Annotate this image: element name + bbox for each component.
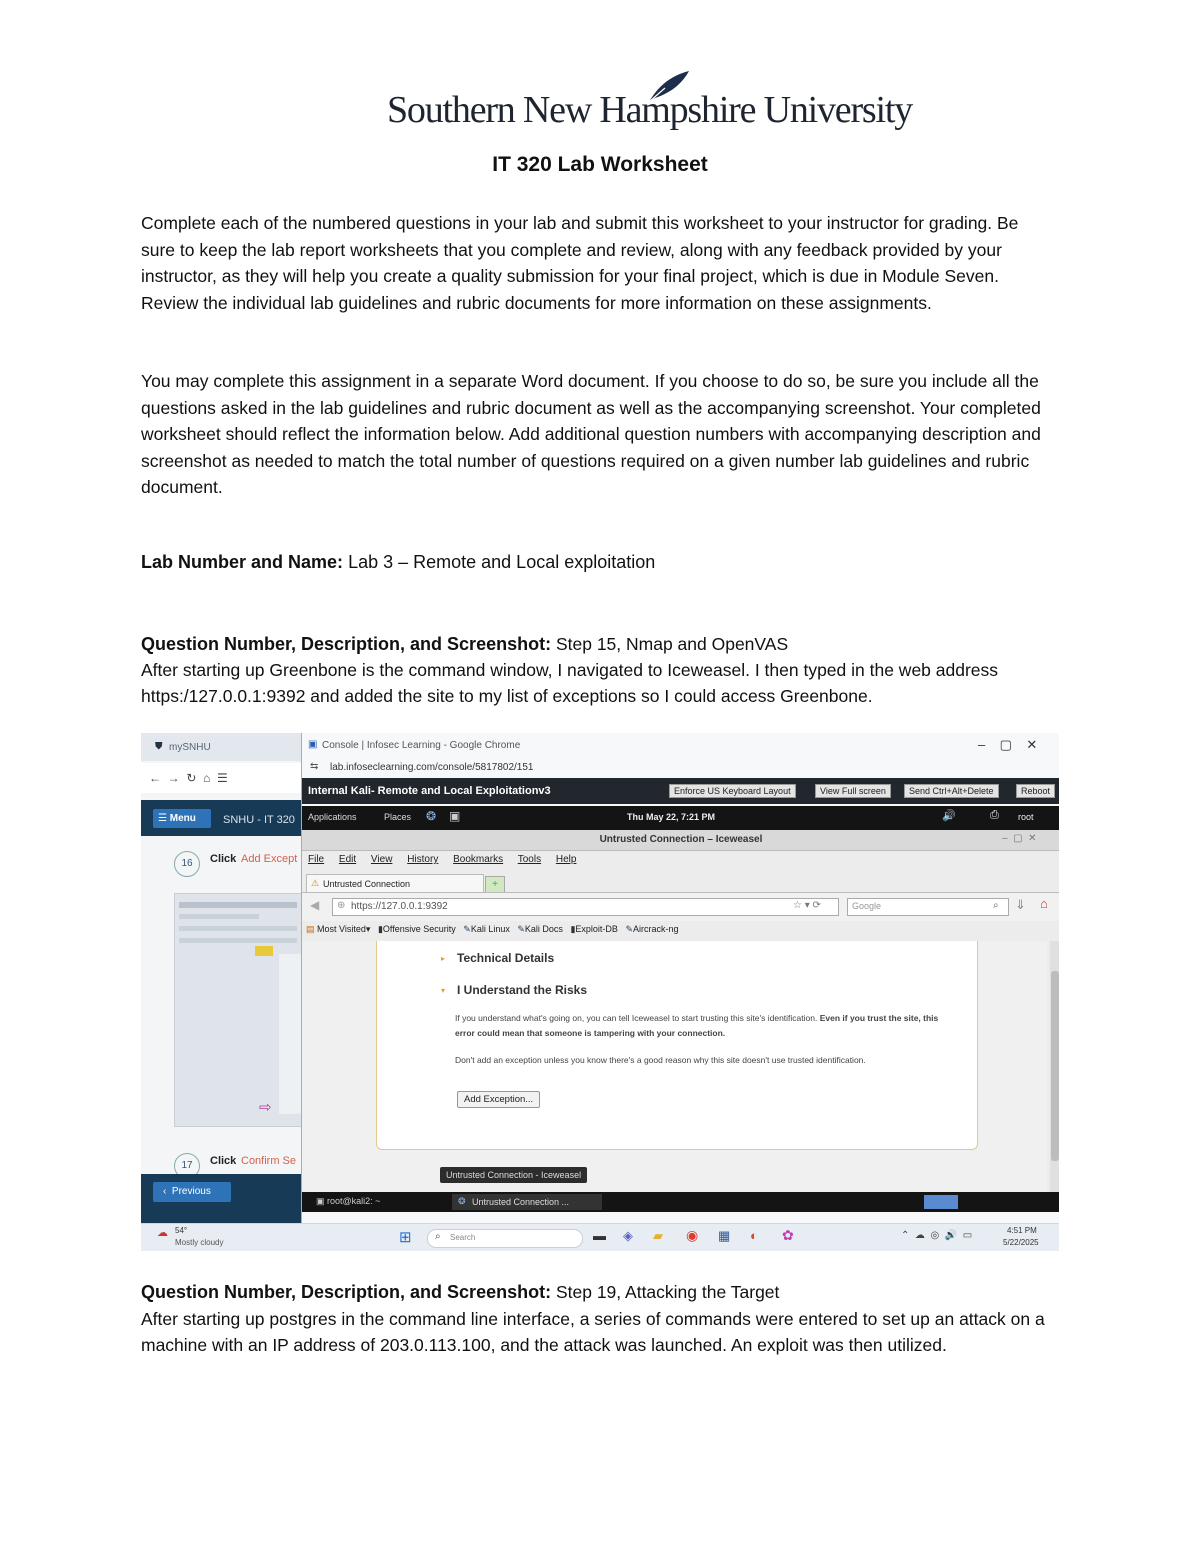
bookmark-most-visited[interactable]: ▤ Most Visited▾: [306, 924, 371, 934]
terminal-launcher-icon[interactable]: ▣: [449, 809, 461, 823]
back-icon[interactable]: ◀: [310, 898, 320, 912]
arrow-right-icon: ⇨: [259, 1099, 272, 1116]
menu-file[interactable]: File: [308, 854, 325, 865]
step-thumbnail: [174, 893, 304, 1127]
scrollbar[interactable]: [1050, 941, 1059, 1192]
iceweasel-window-controls-icon[interactable]: – ▢ ✕: [1002, 833, 1037, 844]
weather-temp: 54°: [175, 1226, 188, 1235]
keyboard-layout-button[interactable]: Enforce US Keyboard Layout: [669, 784, 796, 798]
chrome-url[interactable]: lab.infoseclearning.com/console/5817802/151: [330, 762, 534, 773]
warning-icon: ⚠: [311, 878, 320, 888]
new-tab-icon[interactable]: +: [485, 876, 505, 893]
iceweasel-window: [302, 830, 1059, 1192]
lab-value: Lab 3 – Remote and Local exploitation: [348, 552, 656, 572]
risk-explanation-1: If you understand what's going on, you can tell Iceweasel to start trusting this site's identification. Even if you trust the site, this error could mean that someone is tampering with your connection.: [455, 1013, 939, 1038]
menu-view[interactable]: View: [370, 854, 393, 865]
question-2-label: Question Number, Description, and Screenshot:: [141, 1282, 552, 1302]
menu-help[interactable]: Help: [555, 854, 577, 865]
search-icon[interactable]: ⌕: [993, 900, 999, 911]
question-1: [141, 631, 1071, 709]
question-2-value: Step 19, Attacking the Target: [555, 1282, 780, 1302]
weather-desc: Mostly cloudy: [175, 1238, 224, 1247]
windows-time: 4:51 PM: [1007, 1226, 1037, 1235]
teams-icon[interactable]: ◈: [623, 1228, 633, 1243]
question-1-text: After starting up Greenbone is the command window, I navigated to Iceweasel. I then typed in the web address https:/127.0.0.1:9392 and added the site to my list of exceptions so I could access Greenbone.: [141, 660, 999, 706]
download-icon[interactable]: ⇓: [1015, 897, 1026, 912]
iceweasel-menubar: [308, 854, 576, 865]
kali-clock: Thu May 22, 7:21 PM: [627, 812, 716, 822]
course-page-pane: [141, 733, 306, 1223]
search-icon: ⌕: [435, 1231, 441, 1242]
weather-icon: ☁: [157, 1227, 168, 1239]
iceweasel-tab[interactable]: ⚠ Untrusted Connection: [306, 874, 484, 893]
step-17-badge: 17: [174, 1153, 200, 1179]
add-exception-button[interactable]: Add Exception...: [457, 1091, 540, 1108]
chrome-icon[interactable]: ◉: [686, 1227, 699, 1243]
step-16-click: Click: [210, 853, 237, 865]
iceweasel-launcher-icon[interactable]: ❂: [426, 809, 437, 823]
question-1-label: Question Number, Description, and Screenshot:: [141, 634, 552, 654]
task-view-icon[interactable]: ▬: [593, 1228, 606, 1243]
question-1-value: Step 15, Nmap and OpenVAS: [555, 634, 789, 654]
technical-details-heading[interactable]: Technical Details: [457, 951, 555, 965]
chrome-title: Console | Infosec Learning - Google Chrome: [322, 740, 521, 751]
kali-user-menu[interactable]: root: [1018, 812, 1034, 822]
bookmarks-toolbar: [306, 924, 679, 935]
menu-history[interactable]: History: [407, 854, 439, 865]
kali-applications-menu[interactable]: Applications: [308, 812, 357, 822]
file-explorer-icon[interactable]: ▰: [653, 1228, 663, 1243]
workspace-switcher[interactable]: [924, 1195, 958, 1209]
step-16-badge: 16: [174, 851, 200, 877]
taskbar-terminal[interactable]: ▣ root@kali2: ~: [316, 1196, 381, 1206]
url-bar[interactable]: ⊕ https://127.0.0.1:9392 ☆ ▾ ⟳: [332, 898, 839, 916]
menu-tools[interactable]: Tools: [517, 854, 542, 865]
iceweasel-small-icon: ❂: [458, 1196, 466, 1206]
untrusted-warning-box: [376, 941, 978, 1150]
globe-icon: ⊕: [337, 900, 346, 911]
site-info-icon[interactable]: ⇆: [310, 761, 319, 772]
chrome-window: [301, 733, 1059, 1223]
bookmark-kali-linux[interactable]: ✎Kali Linux: [463, 924, 510, 934]
windows-taskbar: [141, 1223, 1059, 1251]
step-17-action: Confirm Se: [241, 1155, 297, 1167]
windows-date: 5/22/2025: [1003, 1238, 1039, 1247]
course-tab-label: mySNHU: [169, 742, 211, 753]
course-title: SNHU - IT 320: [223, 814, 295, 826]
intro-paragraph-1: Complete each of the numbered questions in your lab and submit this worksheet to your instructor for grading. Be sure to keep the lab report worksheets that you complete and review, along with any feedback provided by your instructor, as they will help you create a quality submission for your final project, which is due in Module Seven. Review the individual lab guidelines and rubric documents for more information on these assignments.: [141, 213, 1019, 313]
tray-icons[interactable]: ⌃ ☁ ◎ 🔊 ▭: [901, 1230, 973, 1241]
powerpoint-icon[interactable]: ◐: [750, 1228, 758, 1243]
bookmark-exploit-db[interactable]: ▮Exploit-DB: [570, 924, 618, 934]
word-icon[interactable]: ▦: [718, 1228, 731, 1243]
network-icon[interactable]: ⎙: [990, 809, 999, 821]
logo-text: Southern New Hampshire University: [387, 89, 913, 131]
bookmark-offensive-security[interactable]: ▮Offensive Security: [377, 924, 456, 934]
question-2: [141, 1279, 1071, 1359]
risk-explanation-2: Don't add an exception unless you know there's a good reason why this site doesn't use trusted identification.: [455, 1055, 866, 1065]
shield-icon: ⛊: [155, 741, 163, 752]
copilot-icon[interactable]: ✿: [782, 1227, 794, 1243]
step-16-action: Add Except: [241, 853, 298, 865]
taskbar-iceweasel[interactable]: ❂ Untrusted Connection ...: [452, 1194, 602, 1210]
question-2-text: After starting up postgres in the command line interface, a series of commands were entered to set up an attack on a machine with an IP address of 203.0.113.100, and the attack was launched. An exploit was then utilized.: [141, 1308, 1045, 1355]
bookmark-kali-docs[interactable]: ✎Kali Docs: [517, 924, 563, 934]
step-17-click: Click: [210, 1155, 237, 1167]
intro-paragraph-2: You may complete this assignment in a separate Word document. If you choose to do so, be sure you include all the questions asked in the lab guidelines and rubric document as well as the accompanying screenshot. Your completed worksheet should reflect the information below. Add additional question numbers with accompanying description and screenshot as needed to match the total number of questions required on a given number lab guidelines and rubric document.: [141, 371, 1041, 497]
iceweasel-title: Untrusted Connection – Iceweasel: [599, 834, 763, 845]
menu-edit[interactable]: Edit: [338, 854, 357, 865]
menu-bookmarks[interactable]: Bookmarks: [453, 854, 504, 865]
menu-button[interactable]: ☰ Menu: [153, 809, 211, 828]
page-title: IT 320 Lab Worksheet: [492, 153, 708, 176]
star-icon[interactable]: ☆ ▾ ⟳: [793, 900, 821, 911]
volume-icon[interactable]: 🔊: [942, 810, 956, 822]
expand-arrow-icon: ▸: [441, 954, 446, 963]
nav-arrows-icon[interactable]: ← → ↻ ⌂ ☰: [149, 771, 228, 785]
home-icon[interactable]: ⌂: [1040, 896, 1048, 911]
bookmark-aircrack-ng[interactable]: ✎Aircrack-ng: [625, 924, 679, 934]
collapse-arrow-icon: ▾: [441, 986, 446, 995]
reboot-button[interactable]: Reboot: [1016, 784, 1055, 798]
windows-search-box[interactable]: ⌕ Search: [427, 1229, 583, 1248]
console-favicon-icon: ▣: [308, 739, 318, 750]
tooltip: Untrusted Connection - Iceweasel: [440, 1167, 587, 1183]
search-bar[interactable]: Google ⌕: [847, 898, 1009, 916]
fullscreen-button[interactable]: View Full screen: [815, 784, 891, 798]
ctrl-alt-delete-button[interactable]: Send Ctrl+Alt+Delete: [904, 784, 999, 798]
kali-places-menu[interactable]: Places: [384, 812, 412, 822]
lab-label: Lab Number and Name:: [141, 552, 344, 572]
lab-line: [141, 552, 655, 573]
understand-risks-heading[interactable]: I Understand the Risks: [457, 983, 588, 997]
windows-start-icon[interactable]: ⊞: [399, 1229, 412, 1246]
window-controls-icon[interactable]: – ▢ ✕: [978, 737, 1038, 752]
snhu-logo: [385, 70, 913, 140]
previous-button[interactable]: ‹ Previous: [153, 1182, 231, 1202]
lab-header-title: Internal Kali- Remote and Local Exploitationv3: [308, 785, 551, 797]
lab-screenshot: [141, 733, 1059, 1251]
